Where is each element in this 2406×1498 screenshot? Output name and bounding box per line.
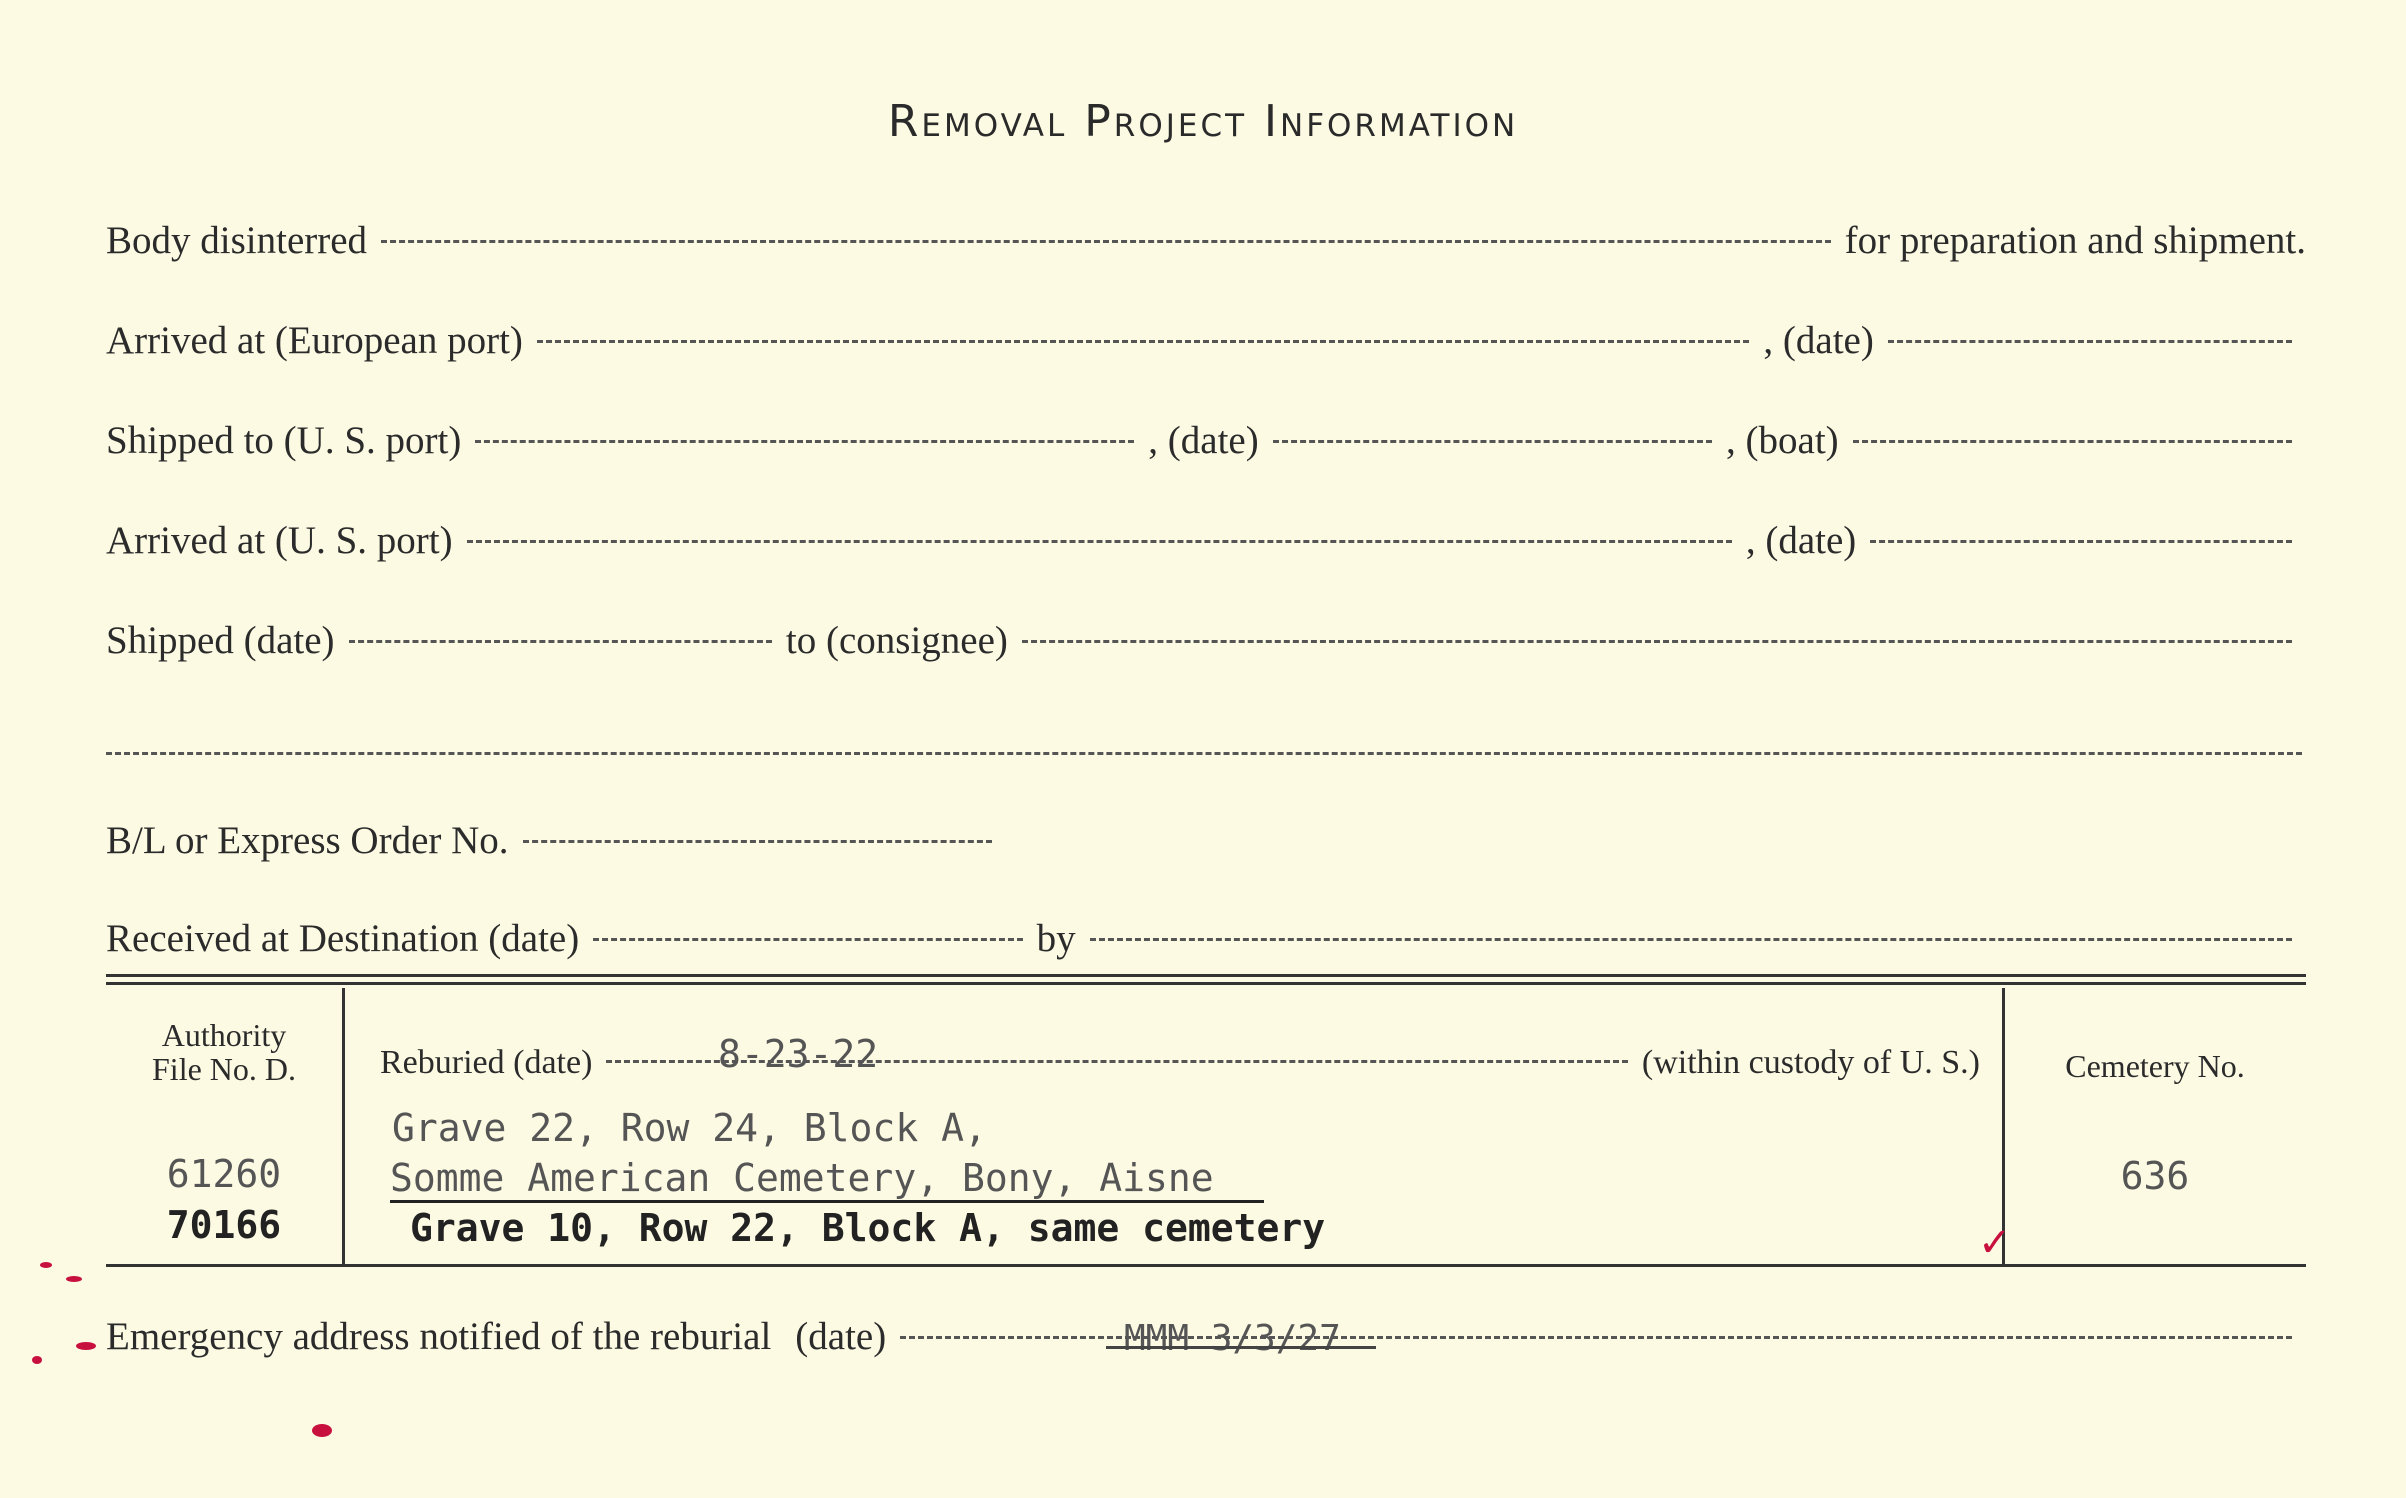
bl-order-field[interactable] [523, 840, 992, 843]
received-label: Received at Destination (date) [106, 917, 580, 960]
shipped-us-date-field[interactable] [1273, 440, 1712, 443]
received-by-field[interactable] [1090, 938, 2292, 941]
cemetery-label: Cemetery No. [2065, 1048, 2245, 1084]
file-no-2: 70166 [166, 1203, 282, 1247]
shipped-date-field[interactable] [349, 640, 772, 643]
reburied-label: Reburied (date) [380, 1044, 593, 1081]
arrived-us-date-field[interactable] [1870, 540, 2292, 543]
boat-field[interactable] [1853, 440, 2292, 443]
shipped-date-label: Shipped (date) [106, 619, 335, 662]
grave-line-1: Grave 22, Row 24, Block A, [392, 1106, 987, 1150]
table-bottom-rule [106, 1264, 2306, 1267]
us-port-field[interactable] [475, 440, 1134, 443]
red-ink-speck-3 [76, 1342, 96, 1350]
emergency-strike [1106, 1346, 1376, 1349]
custody-label: (within custody of U. S.) [1641, 1044, 1980, 1081]
row-arrived-european [106, 318, 2306, 363]
grave-line-2: Somme American Cemetery, Bony, Aisne [390, 1156, 1264, 1203]
body-disinterred-field[interactable] [381, 240, 1831, 243]
card-title: Removal Project Information [887, 96, 1519, 147]
emergency-date-label: (date) [795, 1315, 887, 1358]
emergency-date-field[interactable] [900, 1336, 2292, 1339]
european-date-field[interactable] [1888, 340, 2292, 343]
shipped-us-boat-label: , (boat) [1726, 419, 1839, 462]
shipped-us-label: Shipped to (U. S. port) [106, 419, 462, 462]
double-rule-top [106, 974, 2306, 977]
arrived-us-port-field[interactable] [467, 540, 1732, 543]
shipped-us-date-label: , (date) [1148, 419, 1259, 462]
emergency-date-value: MMM 3/3/27 [1124, 1318, 1341, 1359]
table-divider-left [342, 988, 345, 1266]
red-ink-speck-1 [40, 1262, 52, 1268]
consignee-label: to (consignee) [785, 619, 1008, 662]
reburied-date-value: 8-23-22 [718, 1032, 879, 1076]
emergency-label: Emergency address notified of the reburial [106, 1315, 772, 1358]
grave-line-3: Grave 10, Row 22, Block A, same cemetery [410, 1206, 1326, 1250]
red-ink-speck-4 [32, 1356, 42, 1364]
received-by-label: by [1036, 917, 1076, 960]
double-rule-bottom [106, 982, 2306, 985]
authority-label: Authority [161, 1017, 287, 1053]
arrived-us-label: Arrived at (U. S. port) [106, 519, 453, 562]
body-disinterred-label: Body disinterred [106, 219, 368, 262]
received-date-field[interactable] [593, 938, 1022, 941]
consignee-continuation-field[interactable] [106, 752, 2302, 755]
file-no-1: 61260 [166, 1152, 282, 1196]
arrived-european-label: Arrived at (European port) [106, 319, 523, 362]
row-body-disinterred [106, 218, 2306, 263]
row-shipped-us [106, 418, 2306, 463]
consignee-field[interactable] [1022, 640, 2292, 643]
file-no-label: File No. D. [152, 1051, 296, 1087]
reburied-row [380, 1044, 1980, 1082]
arrived-european-date-label: , (date) [1763, 319, 1874, 362]
red-ink-speck-2 [66, 1276, 82, 1282]
red-check-mark: ✓ [1978, 1220, 2012, 1266]
authority-header [106, 1018, 342, 1086]
arrived-us-date-label: , (date) [1745, 519, 1857, 562]
row-shipped-date [106, 618, 2306, 663]
bl-order-label: B/L or Express Order No. [106, 819, 509, 862]
cemetery-no-value: 636 [2120, 1154, 2190, 1198]
european-port-field[interactable] [537, 340, 1749, 343]
row-arrived-us [106, 518, 2306, 563]
row-received [106, 916, 2306, 961]
red-ink-dot [312, 1424, 332, 1437]
body-disinterred-suffix: for preparation and shipment. [1844, 219, 2306, 262]
row-bl-order [106, 818, 1006, 863]
